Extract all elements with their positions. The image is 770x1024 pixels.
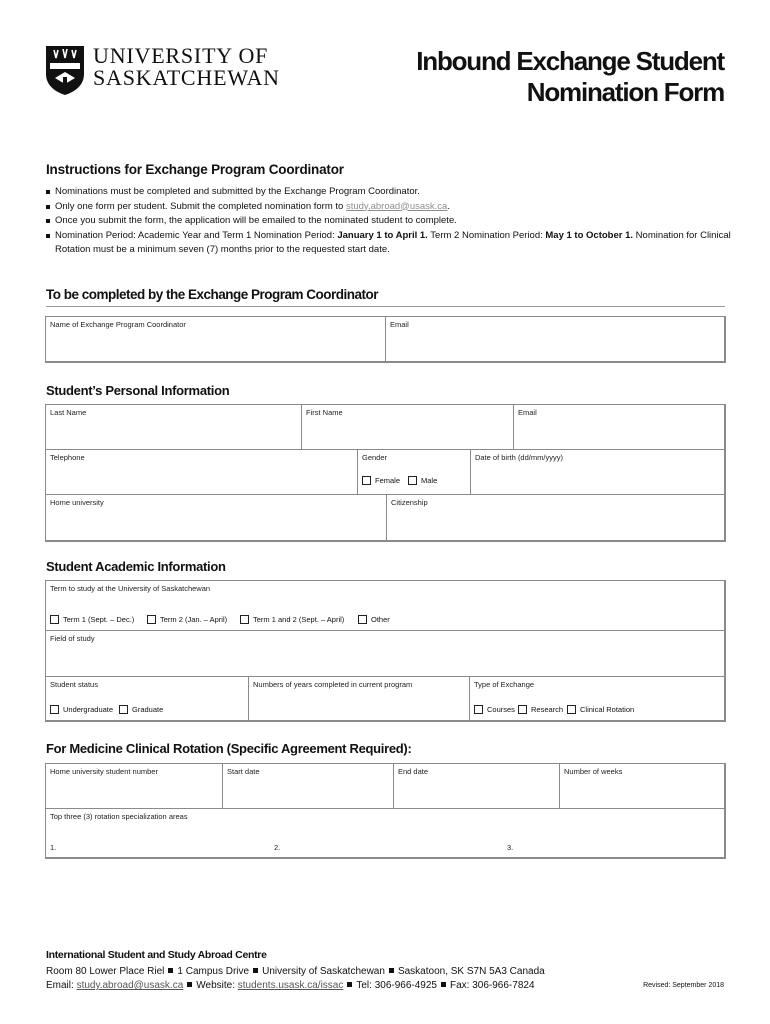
undergraduate-option[interactable]	[50, 705, 113, 714]
email-label: Email:	[46, 980, 77, 991]
student-number-field[interactable]	[45, 763, 223, 809]
gender-female-option[interactable]	[362, 476, 400, 485]
field-label: Name of Exchange Program Coordinator	[50, 320, 186, 329]
field-label: Date of birth (dd/mm/yyyy)	[475, 453, 563, 462]
last-name-field[interactable]	[45, 404, 302, 450]
university-logo	[44, 43, 280, 100]
medicine-heading: For Medicine Clinical Rotation (Specific Agreement Required):	[46, 741, 412, 756]
option-label: Courses	[487, 705, 515, 714]
logo-line2: SASKATCHEWAN	[93, 65, 280, 90]
separator-icon	[187, 982, 192, 987]
rotation-area-2: 2.	[274, 843, 281, 852]
instruction-text: Term 2 Nomination Period:	[427, 229, 546, 241]
instruction-text: Only one form per student. Submit the completed nomination form to	[55, 200, 346, 212]
logo-line1: UNIVERSITY OF	[93, 43, 269, 68]
term-to-study-field	[45, 580, 725, 631]
coordinator-heading: To be completed by the Exchange Program Coordinator	[46, 287, 379, 302]
home-university-field[interactable]	[45, 494, 387, 541]
gender-field	[357, 449, 471, 495]
address-part: 1 Campus Drive	[177, 966, 250, 977]
checkbox-icon[interactable]	[50, 705, 59, 714]
field-of-study-field[interactable]	[45, 630, 725, 677]
option-label: Term 2 (Jan. – April)	[160, 615, 228, 624]
academic-info-heading: Student Academic Information	[46, 559, 226, 574]
field-label: Citizenship	[391, 498, 428, 507]
instruction-text: Nominations must be completed and submitted by the Exchange Program Coordinator.	[55, 186, 420, 197]
field-label: Last Name	[50, 408, 87, 417]
option-label: Term 1 and 2 (Sept. – April)	[253, 615, 345, 624]
rotation-areas-field[interactable]	[45, 808, 725, 858]
field-label: Type of Exchange	[474, 680, 535, 689]
telephone-field[interactable]	[45, 449, 358, 495]
footer-email-link[interactable]: study.abroad@usask.ca	[76, 980, 184, 991]
coordinator-name-field[interactable]	[45, 316, 386, 362]
checkbox-icon[interactable]	[518, 705, 527, 714]
student-email-field[interactable]	[513, 404, 725, 450]
other-term-option[interactable]	[358, 615, 390, 624]
checkbox-icon[interactable]	[362, 476, 371, 485]
separator-icon	[347, 982, 352, 987]
instruction-item	[46, 185, 736, 200]
instruction-item	[46, 200, 736, 215]
separator-icon	[441, 982, 446, 987]
gender-male-option[interactable]	[408, 476, 437, 485]
option-label: Male	[421, 476, 438, 485]
courses-option[interactable]	[474, 705, 515, 714]
term2-period: May 1 to October 1.	[545, 229, 634, 241]
section-divider	[46, 306, 725, 307]
personal-info-heading: Student’s Personal Information	[46, 383, 230, 398]
checkbox-icon[interactable]	[408, 476, 417, 485]
date-of-birth-field[interactable]	[470, 449, 725, 495]
option-label: Term 1 (Sept. – Dec.)	[63, 615, 135, 624]
field-label: Email	[518, 408, 537, 417]
clinical-rotation-option[interactable]	[567, 705, 634, 714]
website-label: Website:	[196, 980, 238, 991]
field-label: Telephone	[50, 453, 85, 462]
medicine-table	[45, 763, 726, 859]
graduate-option[interactable]	[119, 705, 163, 714]
separator-icon	[168, 968, 173, 973]
option-label: Other	[371, 615, 390, 624]
study-abroad-email-link[interactable]: study.abroad@usask.ca	[345, 200, 448, 212]
term1-period: January 1 to April 1.	[337, 229, 428, 241]
field-label: Email	[390, 320, 409, 329]
option-label: Female	[375, 476, 401, 485]
instruction-item	[46, 214, 736, 229]
term1-option[interactable]	[50, 615, 134, 624]
separator-icon	[253, 968, 258, 973]
academic-info-table	[45, 580, 726, 722]
crest-icon	[44, 44, 86, 96]
footer-contact	[46, 980, 535, 991]
field-label: Top three (3) rotation specialization areas	[50, 812, 188, 821]
checkbox-icon[interactable]	[567, 705, 576, 714]
checkbox-icon[interactable]	[358, 615, 367, 624]
field-label: Start date	[227, 767, 260, 776]
field-label: Numbers of years completed in current program	[253, 680, 413, 689]
form-title	[416, 46, 724, 108]
checkbox-icon[interactable]	[147, 615, 156, 624]
rotation-area-3: 3.	[507, 843, 514, 852]
option-label: Research	[531, 705, 564, 714]
form-title-line2: Nomination Form	[526, 77, 724, 107]
field-label: Student status	[50, 680, 98, 689]
start-date-field[interactable]	[222, 763, 394, 809]
footer-address	[46, 966, 545, 977]
field-label: Gender	[362, 453, 388, 462]
footer-website-link[interactable]: students.usask.ca/issac	[237, 980, 344, 991]
option-label: Clinical Rotation	[580, 705, 635, 714]
checkbox-icon[interactable]	[474, 705, 483, 714]
field-label: End date	[398, 767, 429, 776]
option-label: Graduate	[132, 705, 164, 714]
field-label: Home university	[50, 498, 104, 507]
address-part: University of Saskatchewan	[262, 966, 385, 977]
footer-fax: Fax: 306-966-7824	[450, 980, 535, 991]
coordinator-table	[45, 316, 726, 363]
form-title-line1: Inbound Exchange Student	[416, 46, 724, 76]
revised-date: Revised: September 2018	[643, 982, 724, 989]
instructions-list	[46, 185, 736, 258]
footer-heading: International Student and Study Abroad Centre	[46, 949, 267, 961]
instructions-heading: Instructions for Exchange Program Coordinator	[46, 162, 344, 177]
option-label: Undergraduate	[63, 705, 114, 714]
instruction-text: Nomination Period: Academic Year and Term 1 Nomination Period:	[55, 229, 338, 241]
coordinator-email-field[interactable]	[385, 316, 725, 362]
student-status-field	[45, 676, 249, 721]
field-label: First Name	[306, 408, 343, 417]
first-name-field[interactable]	[301, 404, 514, 450]
term2-option[interactable]	[147, 615, 227, 624]
years-completed-field[interactable]	[248, 676, 470, 721]
field-label: Term to study at the University of Saskatchewan	[50, 584, 211, 593]
footer-telephone: Tel: 306-966-4925	[356, 980, 437, 991]
instruction-text: Nomination for Clinical Rotation must be a minimum seven (7) months prior to the requested start date.	[55, 229, 731, 255]
term1-and-2-option[interactable]	[240, 615, 344, 624]
checkbox-icon[interactable]	[119, 705, 128, 714]
field-label: Number of weeks	[564, 767, 623, 776]
address-part: Saskatoon, SK S7N 5A3 Canada	[397, 966, 545, 977]
rotation-area-1: 1.	[50, 843, 57, 852]
address-part: Room 80 Lower Place Riel	[46, 966, 165, 977]
instruction-text: .	[447, 200, 450, 212]
personal-info-table	[45, 404, 726, 542]
instruction-item	[46, 229, 736, 258]
checkbox-icon[interactable]	[50, 615, 59, 624]
type-of-exchange-field	[469, 676, 725, 721]
checkbox-icon[interactable]	[240, 615, 249, 624]
citizenship-field[interactable]	[386, 494, 725, 541]
research-option[interactable]	[518, 705, 563, 714]
field-label: Field of study	[50, 634, 95, 643]
field-label: Home university student number	[50, 767, 158, 776]
separator-icon	[389, 968, 394, 973]
end-date-field[interactable]	[393, 763, 560, 809]
instruction-text: Once you submit the form, the application will be emailed to the nominated student to complete.	[55, 215, 457, 226]
number-of-weeks-field[interactable]	[559, 763, 725, 809]
